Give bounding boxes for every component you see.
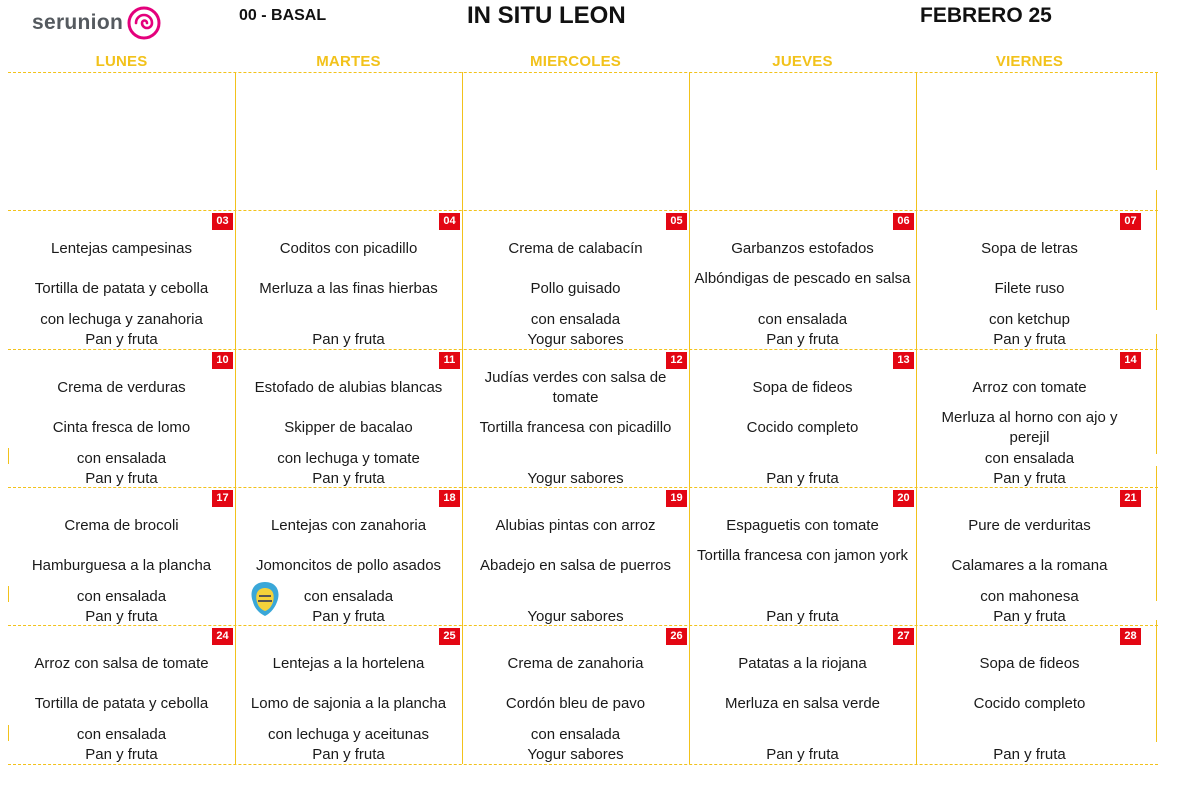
empty-day-cell (689, 73, 916, 211)
day-number: 24 (212, 628, 233, 645)
first-course: Alubias pintas con arroz (495, 517, 656, 534)
day-number: 25 (439, 628, 460, 645)
dessert: Pan y fruta (312, 331, 385, 348)
day-number: 18 (439, 490, 460, 507)
second-course: Calamares a la romana (951, 557, 1108, 574)
first-course: Estofado de alubias blancas (254, 379, 443, 396)
first-course: Lentejas con zanahoria (270, 517, 427, 534)
day-cell (235, 211, 462, 349)
side-dish: con lechuga y aceitunas (268, 726, 429, 743)
special-dish-badge-icon (247, 578, 283, 618)
dessert: Pan y fruta (312, 470, 385, 487)
first-course: Pure de verduritas (968, 517, 1091, 534)
empty-day-cell (462, 73, 689, 211)
day-cell (462, 626, 689, 764)
day-cell (462, 350, 689, 488)
page-header (0, 0, 1186, 52)
second-course: Pollo guisado (530, 280, 621, 297)
second-course: Cinta fresca de lomo (52, 419, 191, 436)
first-course: Arroz con tomate (972, 379, 1087, 396)
second-course: Skipper de bacalao (284, 419, 413, 436)
day-number: 07 (1120, 213, 1141, 230)
day-cell (916, 211, 1143, 349)
day-cell (8, 626, 235, 764)
grid-divider (1156, 466, 1157, 601)
first-course: Lentejas a la hortelena (272, 655, 425, 672)
dessert: Pan y fruta (993, 470, 1066, 487)
day-number: 27 (893, 628, 914, 645)
empty-day-cell (916, 73, 1143, 211)
first-course: Sopa de fideos (979, 655, 1080, 672)
day-number: 21 (1120, 490, 1141, 507)
side-dish: con lechuga y zanahoria (40, 311, 203, 328)
grid-divider (1156, 334, 1157, 454)
side-dish: con ketchup (989, 311, 1070, 328)
dessert: Yogur sabores (527, 470, 624, 487)
day-cell (235, 626, 462, 764)
day-cell (916, 488, 1143, 626)
first-course: Garbanzos estofados (731, 240, 874, 257)
second-course: Jomoncitos de pollo asados (255, 557, 442, 574)
day-number: 13 (893, 352, 914, 369)
second-course: Lomo de sajonia a la plancha (250, 695, 447, 712)
dessert: Pan y fruta (766, 331, 839, 348)
second-course: Hamburguesa a la plancha (31, 557, 212, 574)
day-number: 19 (666, 490, 687, 507)
weekday-wednesday: MIERCOLES (530, 53, 621, 70)
side-dish: con ensalada (984, 450, 1075, 467)
dessert: Pan y fruta (85, 746, 158, 763)
weekday-tuesday: MARTES (316, 53, 381, 70)
side-dish: con ensalada (76, 450, 167, 467)
day-number: 28 (1120, 628, 1141, 645)
first-course: Coditos con picadillo (279, 240, 418, 257)
side-dish: con ensalada (76, 588, 167, 605)
day-number: 06 (893, 213, 914, 230)
first-course: Crema de calabacín (508, 240, 643, 257)
day-cell (689, 350, 916, 488)
side-dish: con ensalada (303, 588, 394, 605)
side-dish: con lechuga y tomate (277, 450, 420, 467)
second-course: Abadejo en salsa de puerros (480, 557, 671, 574)
dessert: Pan y fruta (766, 746, 839, 763)
first-course: Crema de zanahoria (507, 655, 644, 672)
day-cell (8, 211, 235, 349)
serunion-logo (32, 6, 161, 40)
day-cell (689, 488, 916, 626)
dessert: Yogur sabores (527, 746, 624, 763)
side-dish: con ensalada (757, 311, 848, 328)
day-number: 05 (666, 213, 687, 230)
weekday-thursday: JUEVES (772, 53, 833, 70)
dessert: Pan y fruta (85, 608, 158, 625)
second-course: Filete ruso (994, 280, 1065, 297)
dessert: Pan y fruta (312, 608, 385, 625)
day-cell (235, 488, 462, 626)
dessert: Pan y fruta (85, 470, 158, 487)
second-course: Tortilla de patata y cebolla (34, 280, 209, 297)
dessert: Pan y fruta (993, 746, 1066, 763)
day-cell (235, 350, 462, 488)
day-cell (916, 350, 1143, 488)
day-number: 26 (666, 628, 687, 645)
side-dish: con ensalada (530, 726, 621, 743)
first-course: Espaguetis con tomate (726, 517, 879, 534)
first-course: Sopa de letras (981, 240, 1078, 257)
dessert: Pan y fruta (766, 470, 839, 487)
weekday-friday: VIERNES (995, 53, 1064, 70)
empty-day-cell (8, 73, 235, 211)
day-cell (916, 626, 1143, 764)
dessert: Pan y fruta (993, 608, 1066, 625)
first-course: Lentejas campesinas (51, 240, 192, 257)
day-number: 17 (212, 490, 233, 507)
side-dish: con ensalada (76, 726, 167, 743)
second-course: Merluza al horno con ajo y perejil (941, 409, 1118, 446)
second-course: Merluza en salsa verde (724, 695, 881, 712)
day-number: 04 (439, 213, 460, 230)
menu-calendar (8, 72, 1158, 766)
second-course: Cordón bleu de pavo (505, 695, 646, 712)
first-course: Crema de verduras (57, 379, 186, 396)
second-course: Cocido completo (746, 419, 859, 436)
second-course: Merluza a las finas hierbas (259, 280, 438, 297)
side-dish: con ensalada (530, 311, 621, 328)
grid-divider (1156, 72, 1157, 170)
first-course: Crema de brocoli (64, 517, 179, 534)
day-cell (8, 350, 235, 488)
day-cell (462, 211, 689, 349)
dessert: Yogur sabores (527, 331, 624, 348)
side-dish: con mahonesa (980, 588, 1079, 605)
dessert: Pan y fruta (85, 331, 158, 348)
day-number: 20 (893, 490, 914, 507)
day-number: 11 (439, 352, 460, 369)
dessert: Pan y fruta (312, 746, 385, 763)
day-cell (8, 488, 235, 626)
day-cell (462, 488, 689, 626)
second-course: Tortilla de patata y cebolla (34, 695, 209, 712)
second-course: Albóndigas de pescado en salsa (694, 270, 911, 287)
first-course: Arroz con salsa de tomate (34, 655, 209, 672)
dessert: Yogur sabores (527, 608, 624, 625)
grid-divider (1156, 620, 1157, 742)
weekday-monday: LUNES (95, 53, 148, 70)
dessert: Pan y fruta (766, 608, 839, 625)
second-course: Cocido completo (973, 695, 1086, 712)
day-cell (689, 626, 916, 764)
day-number: 10 (212, 352, 233, 369)
day-cell (689, 211, 916, 349)
second-course: Tortilla francesa con jamon york (697, 547, 908, 564)
menu-code: 00 - BASAL (239, 7, 327, 24)
weekday-header (8, 53, 1156, 73)
first-course: Patatas a la riojana (738, 655, 867, 672)
month-label: FEBRERO 25 (920, 4, 1052, 27)
day-number: 14 (1120, 352, 1141, 369)
day-number: 03 (212, 213, 233, 230)
first-course: Sopa de fideos (752, 379, 853, 396)
grid-divider (1156, 190, 1157, 310)
first-course: Judías verdes con salsa de tomate (484, 369, 667, 406)
page-title: IN SITU LEON (467, 2, 626, 29)
serunion-swirl-icon (127, 6, 161, 40)
day-number: 12 (666, 352, 687, 369)
second-course: Tortilla francesa con picadillo (479, 419, 672, 436)
dessert: Pan y fruta (993, 331, 1066, 348)
empty-day-cell (235, 73, 462, 211)
brand-name: serunion (32, 11, 124, 34)
